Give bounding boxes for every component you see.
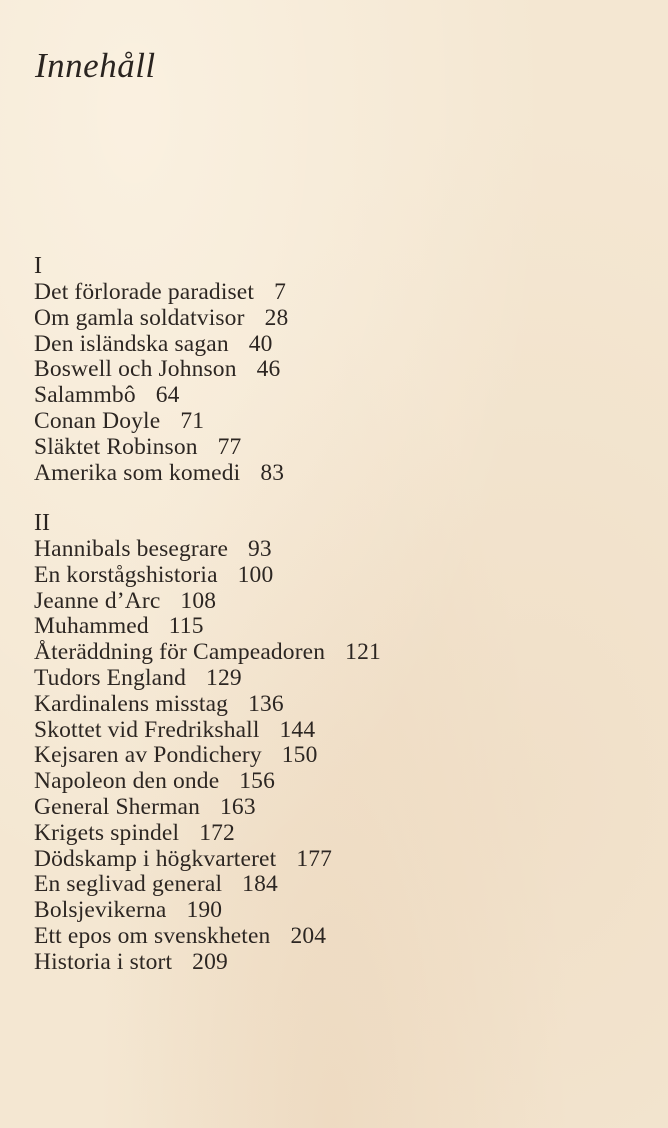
toc-entry	[34, 589, 381, 615]
entry-page-number: 150	[281, 742, 318, 769]
entry-page-number: 163	[220, 793, 256, 820]
entry-page-number: 190	[186, 897, 223, 924]
entry-title: Muhammed	[34, 613, 149, 640]
entry-page-number: 28	[264, 304, 289, 331]
entry-title: Krigets spindel	[34, 819, 180, 846]
entry-title: Boswell och Johnson	[34, 356, 237, 383]
entry-title: Den isländska sagan	[34, 330, 229, 357]
section-two	[34, 509, 381, 976]
entry-page-number: 83	[260, 459, 285, 486]
page-title: Innehåll	[35, 46, 156, 85]
toc-entry	[34, 280, 288, 306]
entry-page-number: 108	[180, 587, 217, 614]
toc-entry	[34, 563, 381, 589]
entry-title: Skottet vid Fredrikshall	[34, 716, 260, 743]
entry-page-number: 115	[168, 613, 204, 640]
toc-entry	[34, 409, 288, 435]
entry-title: Dödskamp i högkvarteret	[34, 845, 277, 872]
entry-title: Släktet Robinson	[34, 433, 198, 460]
toc-entry	[34, 332, 288, 358]
section-one	[34, 252, 288, 486]
toc-entry	[34, 614, 381, 640]
toc-entry	[34, 769, 381, 795]
toc-entry	[34, 898, 381, 924]
section-numeral: II	[34, 510, 50, 536]
entry-page-number: 172	[199, 819, 235, 846]
toc-entry	[34, 743, 381, 769]
entry-page-number: 100	[237, 561, 274, 588]
toc-entry	[34, 461, 288, 487]
toc-entry	[34, 795, 381, 821]
entry-page-number: 184	[242, 871, 278, 898]
toc-entry	[34, 950, 381, 976]
entry-page-number: 129	[206, 664, 242, 691]
entry-list	[34, 537, 381, 976]
entry-page-number: 7	[274, 279, 286, 305]
entry-page-number: 71	[180, 407, 205, 434]
entry-title: En korstågshistoria	[34, 561, 218, 588]
toc-entry	[34, 357, 288, 383]
toc-entry	[34, 537, 381, 563]
toc-entry	[34, 383, 288, 409]
entry-title: Bolsjevikerna	[34, 897, 167, 924]
entry-page-number: 177	[296, 845, 333, 872]
section-numeral: I	[34, 253, 42, 279]
entry-title: Conan Doyle	[34, 407, 161, 434]
toc-entry	[34, 306, 288, 332]
entry-title: Ett epos om svenskheten	[34, 922, 271, 949]
toc-entry	[34, 872, 381, 898]
entry-title: Jeanne d’Arc	[34, 587, 161, 614]
entry-page-number: 77	[217, 433, 242, 460]
toc-entry	[34, 692, 381, 718]
toc-entry	[34, 435, 288, 461]
entry-title: En seglivad general	[34, 871, 223, 898]
entry-title: Återäddning för Campeadoren	[34, 639, 326, 666]
toc-entry	[34, 640, 381, 666]
entry-page-number: 136	[248, 690, 284, 717]
entry-title: Salammbô	[34, 382, 136, 409]
entry-page-number: 204	[290, 922, 327, 949]
entry-title: Kejsaren av Pondichery	[34, 742, 262, 769]
entry-list	[34, 280, 288, 486]
entry-title: General Sherman	[34, 793, 201, 820]
entry-title: Kardinalens misstag	[34, 690, 229, 717]
entry-title: Det förlorade paradiset	[34, 279, 255, 305]
toc-entry	[34, 718, 381, 744]
entry-page-number: 46	[256, 356, 281, 383]
entry-page-number: 209	[192, 948, 228, 975]
entry-page-number: 64	[155, 382, 180, 409]
entry-page-number: 144	[279, 716, 316, 743]
entry-title: Tudors England	[34, 664, 187, 691]
entry-page-number: 156	[239, 768, 275, 795]
toc-entry	[34, 847, 381, 873]
entry-page-number: 93	[248, 536, 272, 562]
entry-title: Napoleon den onde	[34, 768, 220, 795]
entry-title: Historia i stort	[34, 948, 173, 975]
toc-entry	[34, 821, 381, 847]
entry-title: Amerika som komedi	[34, 459, 241, 486]
toc-entry	[34, 666, 381, 692]
entry-page-number: 40	[248, 330, 273, 357]
toc-entry	[34, 924, 381, 950]
entry-page-number: 121	[345, 639, 381, 666]
entry-title: Om gamla soldatvisor	[34, 304, 245, 331]
entry-title: Hannibals besegrare	[34, 536, 229, 562]
